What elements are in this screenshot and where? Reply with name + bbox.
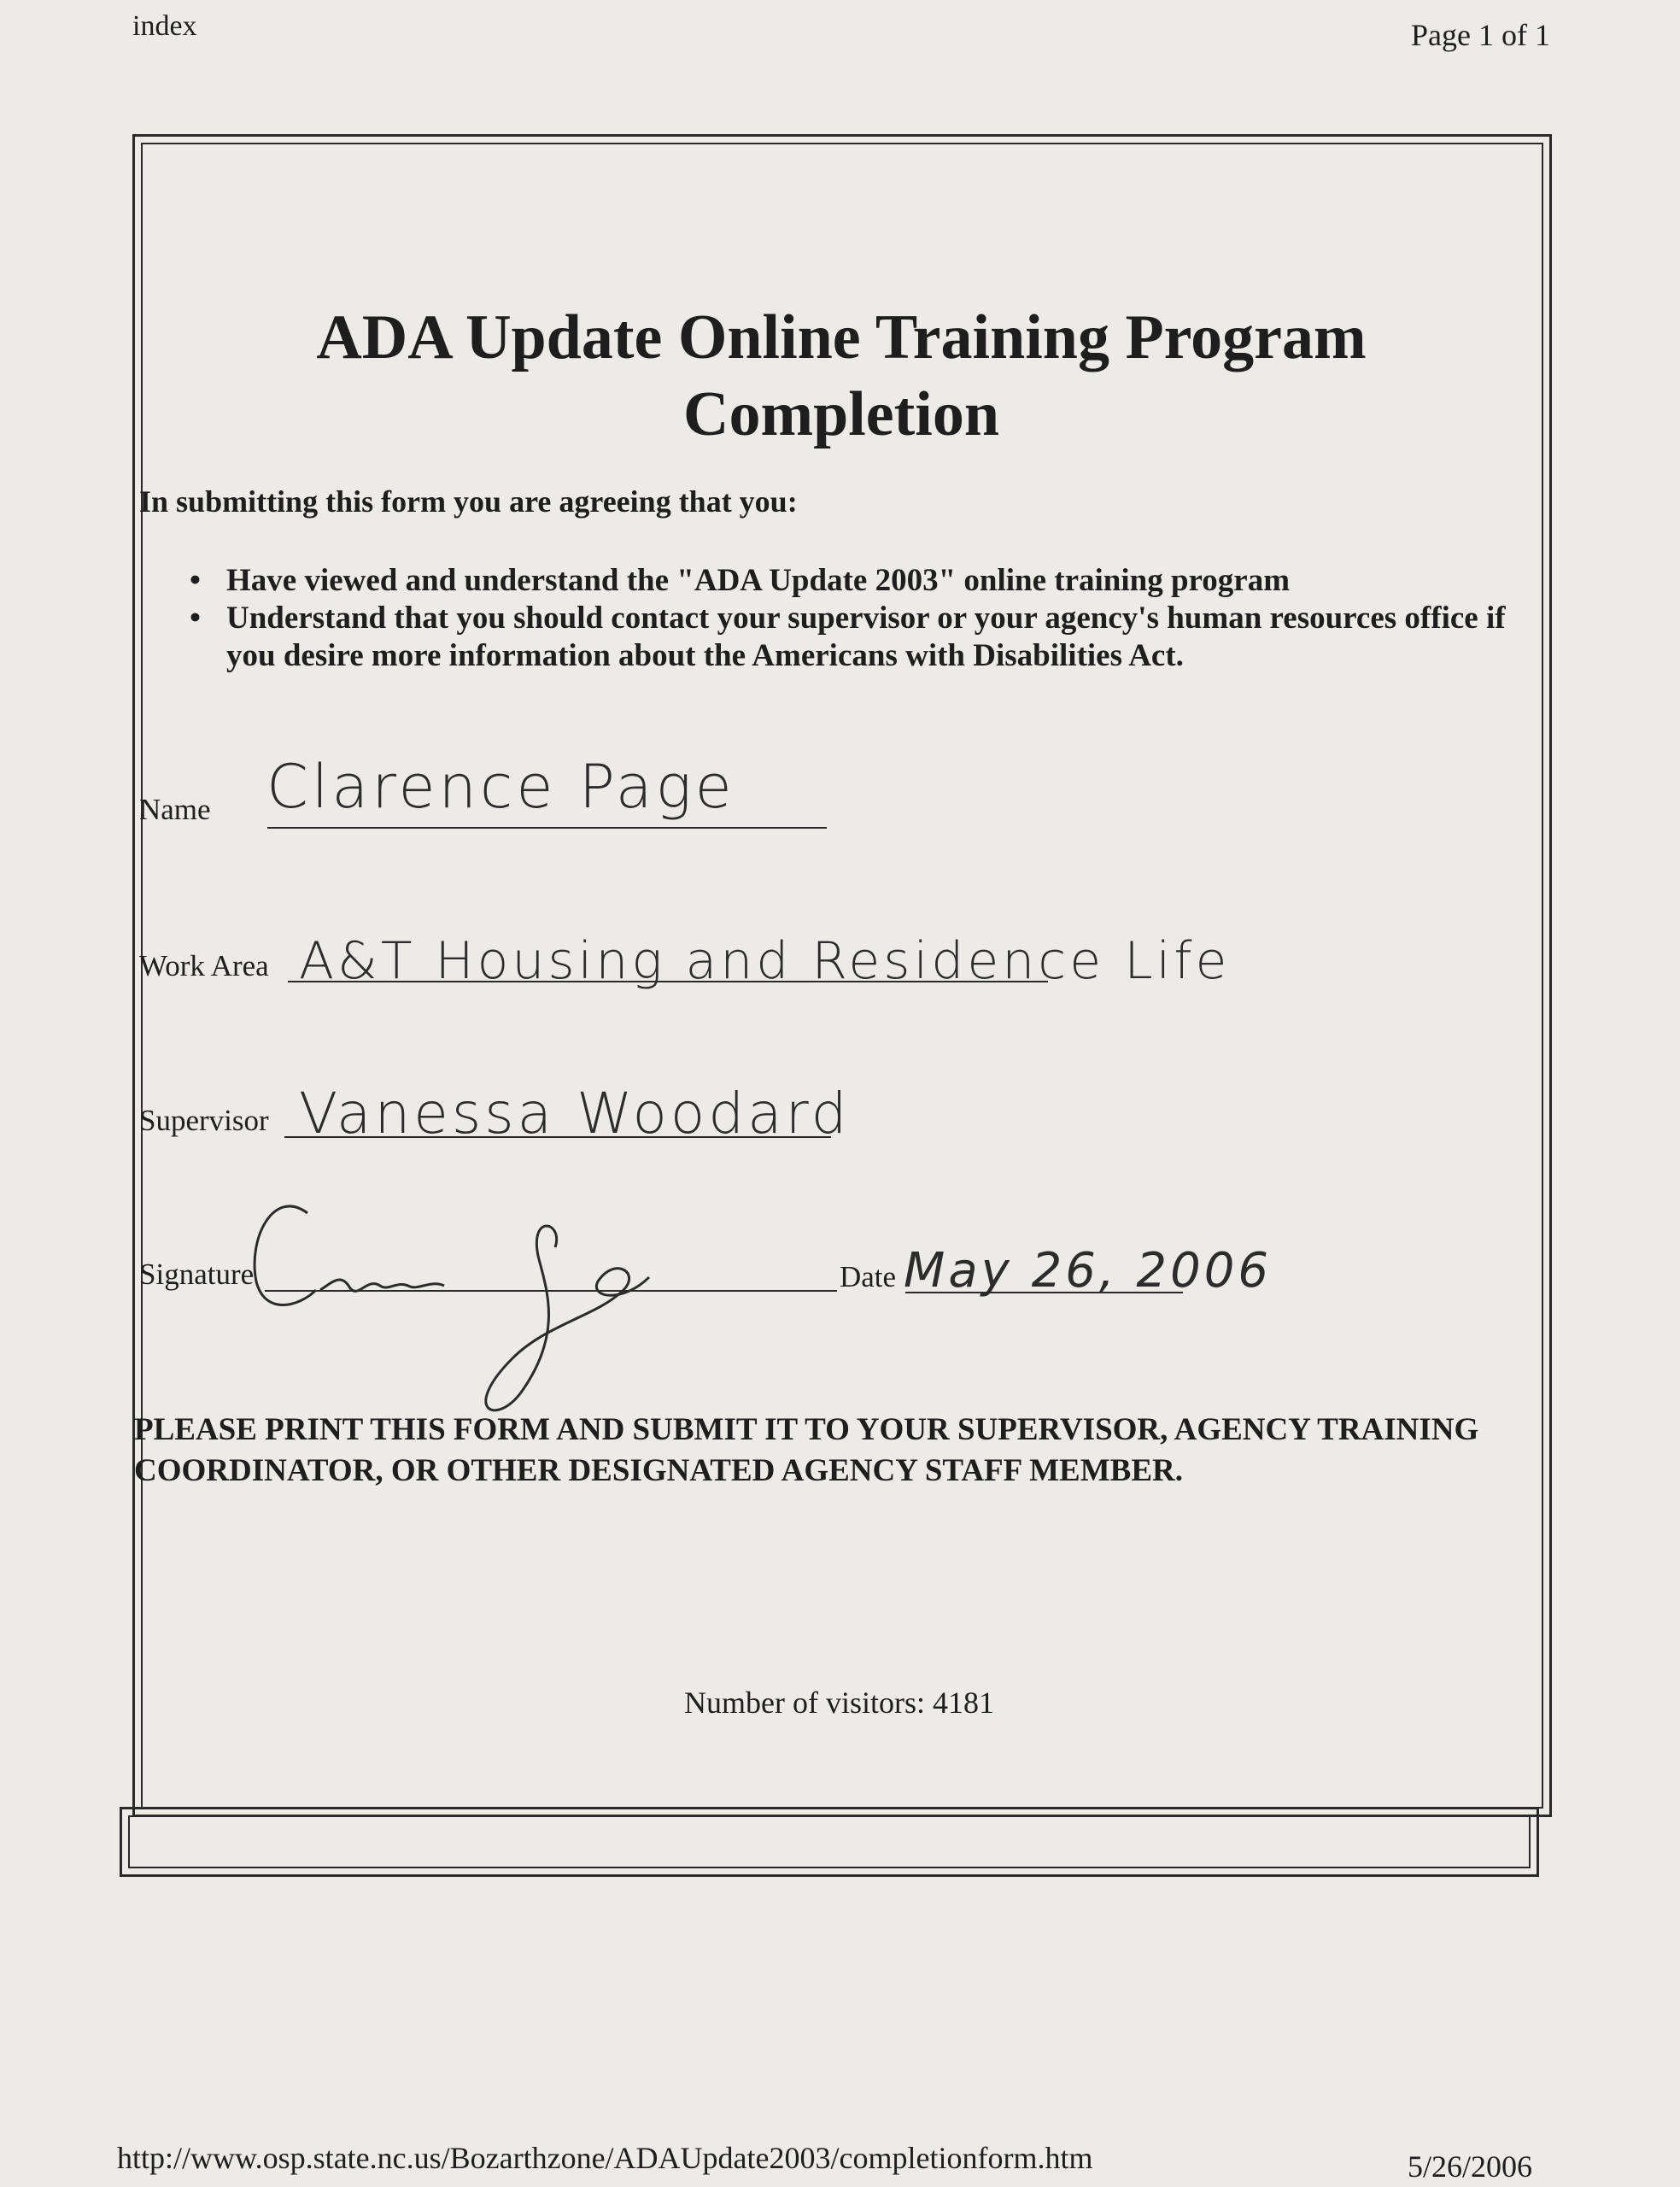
visitor-counter (0, 1685, 1680, 1721)
submission-notice: PLEASE PRINT THIS FORM AND SUBMIT IT TO YOUR SUPERVISOR, AGENCY TRAINING COORDINATOR, OR OTHER DESIGNATED AGENCY STAFF MEMBER. (134, 1412, 1479, 1488)
agreement-item (179, 600, 1512, 675)
agreement-text: Have viewed and understand the "ADA Update 2003" online training program (226, 563, 1291, 598)
date-field[interactable]: May 26, 2006 (904, 1243, 1272, 1299)
agreement-intro: In submitting this form you are agreeing that you: (139, 484, 798, 519)
supervisor-label: Supervisor (139, 1104, 269, 1137)
agreement-item (179, 562, 1512, 600)
agreement-text: Understand that you should contact your supervisor or your agency's human resources office if you desire more information about the Americans with Disabilities Act. (226, 601, 1506, 673)
title-line-2: Completion (683, 379, 999, 449)
bullet-icon: • (190, 563, 201, 598)
supervisor-field[interactable]: Vanessa Woodard (299, 1081, 851, 1146)
work-area-field[interactable]: A&T Housing and Residence Life (299, 931, 1231, 991)
title-line-1: ADA Update Online Training Program (316, 302, 1367, 372)
footer-box-inner (128, 1815, 1531, 1868)
handwritten-signature[interactable] (239, 1162, 717, 1435)
agreement-list (179, 562, 1512, 675)
visitor-count-text: Number of visitors: 4181 (684, 1686, 994, 1720)
signature-label: Signature (139, 1258, 255, 1291)
page-number: Page 1 of 1 (1411, 18, 1550, 52)
page-header-left: index (132, 10, 197, 42)
name-label: Name (139, 793, 211, 826)
print-date: 5/26/2006 (1407, 2149, 1532, 2184)
date-label: Date (840, 1260, 897, 1293)
page-url: http://www.osp.state.nc.us/Bozarthzone/ADAUpdate2003/completionform.htm (117, 2141, 1093, 2175)
work-area-label: Work Area (139, 949, 269, 982)
name-field[interactable]: Clarence Page (266, 752, 735, 822)
name-line (267, 827, 827, 829)
form-title (171, 299, 1512, 453)
bullet-icon: • (190, 601, 201, 636)
